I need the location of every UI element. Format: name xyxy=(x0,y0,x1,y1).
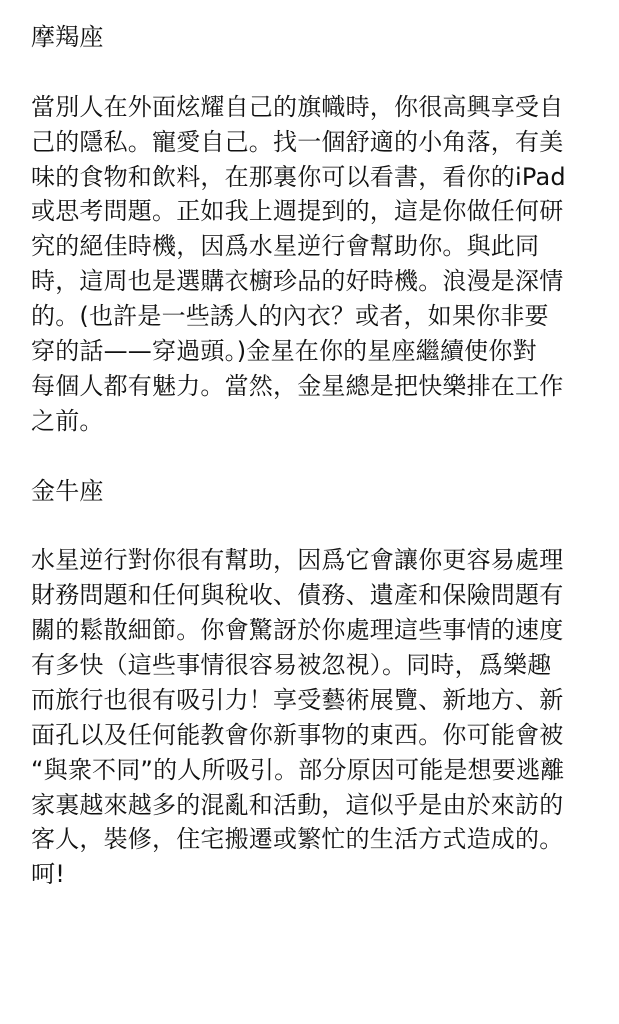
paragraph-line: “與衆不同”的人所吸引。部分原因可能是想要逃離 xyxy=(31,755,565,784)
paragraph-line: 面孔以及任何能教會你新事物的東西。你可能會被 xyxy=(31,720,564,749)
paragraph-line: 味的食物和飲料，在那裏你可以看書，看你的iPad xyxy=(31,162,566,191)
paragraph-line: 或思考問題。正如我上週提到的，這是你做任何研 xyxy=(31,197,564,226)
paragraph-line: 己的隱私。寵愛自己。找一個舒適的小角落，有美 xyxy=(31,127,564,156)
article xyxy=(31,20,591,892)
paragraph-line: 時，這周也是選購衣櫥珍品的好時機。浪漫是深情 xyxy=(31,267,564,296)
section-title-capricorn: 摩羯座 xyxy=(31,23,104,51)
paragraph-line: 的。(也許是一些誘人的內衣？或者，如果你非要 xyxy=(31,302,549,331)
paragraph-line: 有多快（這些事情很容易被忽視）。同時，爲樂趣 xyxy=(31,651,552,680)
paragraph-line: 每個人都有魅力。當然，金星總是把快樂排在工作 xyxy=(31,371,564,400)
spacer xyxy=(31,508,591,543)
section-title-taurus: 金牛座 xyxy=(31,476,104,505)
paragraph-line: 究的絕佳時機，因爲水星逆行會幫助你。與此同 xyxy=(31,232,540,261)
paragraph-capricorn xyxy=(31,90,591,439)
paragraph-taurus xyxy=(31,543,591,892)
paragraph-line: 財務問題和任何與稅收、債務、遺產和保險問題有 xyxy=(31,581,564,610)
paragraph-line: 穿的話——穿過頭。)金星在你的星座繼續使你對 xyxy=(31,337,537,366)
paragraph-line: 而旅行也很有吸引力！享受藝術展覽、新地方、新 xyxy=(31,685,564,714)
paragraph-line: 關的鬆散細節。你會驚訝於你處理這些事情的速度 xyxy=(31,616,564,645)
spacer xyxy=(31,55,591,90)
paragraph-line: 水星逆行對你很有幫助，因爲它會讓你更容易處理 xyxy=(31,546,564,575)
paragraph-line: 當別人在外面炫耀自己的旗幟時，你很高興享受自 xyxy=(31,92,564,121)
paragraph-line: 客人，裝修，住宅搬遷或繁忙的生活方式造成的。 xyxy=(31,825,564,854)
spacer xyxy=(31,439,591,474)
paragraph-line: 之前。 xyxy=(31,406,104,435)
paragraph-line: 家裏越來越多的混亂和活動，這似乎是由於來訪的 xyxy=(31,790,564,819)
paragraph-line: 呵! xyxy=(31,860,66,889)
